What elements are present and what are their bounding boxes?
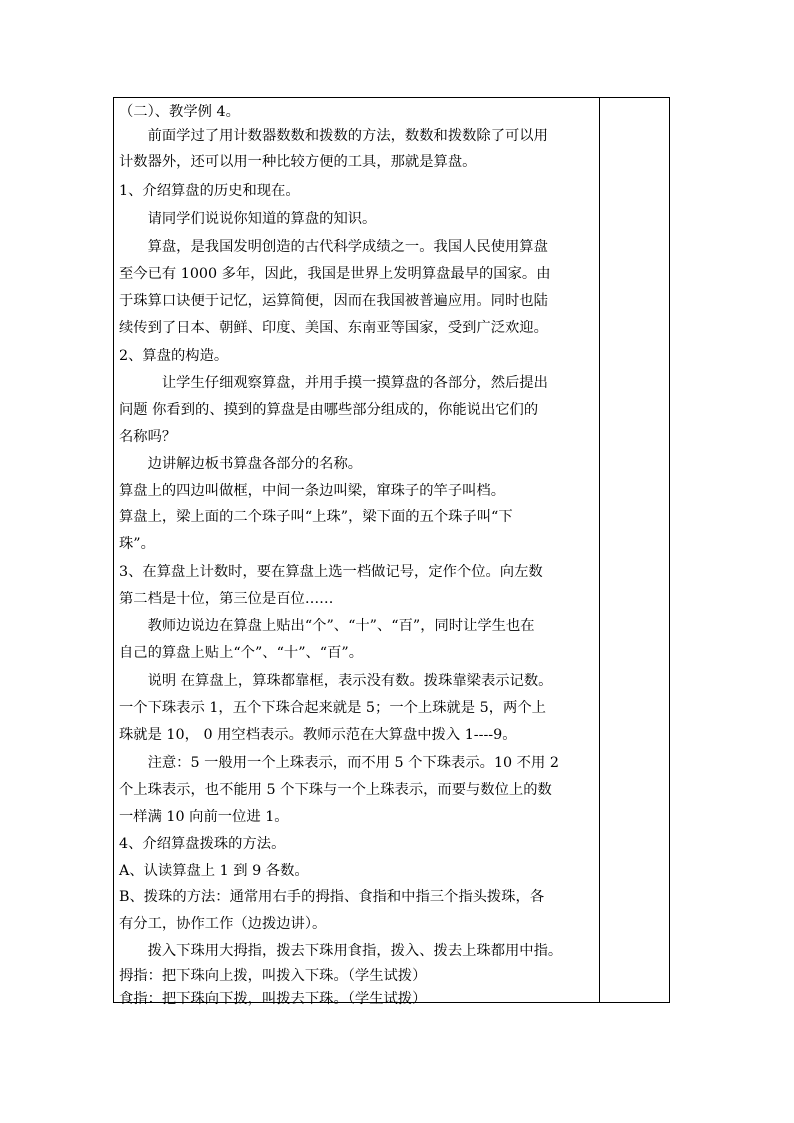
text-line: 注意：5 一般用一个上珠表示，而不用 5 个下珠表示。10 不用 2 <box>119 755 559 771</box>
text-line: 拨入下珠用大拇指，拨去下珠用食指，拨入、拨去上珠都用中指。 <box>119 943 563 959</box>
column-divider <box>599 98 600 1002</box>
text-line: 2、算盘的构造。 <box>119 348 229 364</box>
text-line: 自己的算盘上贴上“个”、“十”、“百”。 <box>119 645 364 661</box>
text-line: 教师边说边在算盘上贴出“个”、“十”、“百”，同时让学生也在 <box>119 618 535 634</box>
text-line: 算盘上，梁上面的二个珠子叫“上珠”，梁下面的五个珠子叫“下 <box>119 509 513 525</box>
text-line: 珠”。 <box>119 536 155 552</box>
text-line: 算盘，是我国发明创造的古代科学成绩之一。我国人民使用算盘 <box>119 239 548 255</box>
text-line: 前面学过了用计数器数数和拨数的方法，数数和拨数除了可以用 <box>119 128 548 144</box>
text-line: A、认读算盘上 1 到 9 各数。 <box>119 863 309 879</box>
text-line: B、拨珠的方法：通常用右手的拇指、食指和中指三个指头拨珠，各 <box>119 889 545 905</box>
lesson-table <box>113 97 670 1007</box>
text-line: 边讲解边板书算盘各部分的名称。 <box>119 456 363 472</box>
text-line: 于珠算口诀便于记忆，运算简便，因而在我国被普遍应用。同时也陆 <box>119 293 548 309</box>
text-line: 说明 在算盘上，算珠都靠框，表示没有数。拨珠靠梁表示记数。 <box>119 673 553 689</box>
text-line: 问题 你看到的、摸到的算盘是由哪些部分组成的，你能说出它们的 <box>119 402 539 418</box>
text-line: 1、介绍算盘的历史和现在。 <box>119 183 300 199</box>
text-line: 算盘上的四边叫做框，中间一条边叫梁，窜珠子的竿子叫档。 <box>119 483 506 499</box>
text-line: 食指：把下珠向下拨，叫拨去下珠。（学生试拨） <box>119 991 427 1007</box>
text-line: 名称吗？ <box>119 429 177 445</box>
text-line: 一个下珠表示 1，五个下珠合起来就是 5；一个上珠就是 5，两个上 <box>119 700 546 716</box>
text-line: 至今已有 1000 多年，因此，我国是世界上发明算盘最早的国家。由 <box>119 266 551 282</box>
text-line: 请同学们说说你知道的算盘的知识。 <box>119 211 377 227</box>
text-line: 续传到了日本、朝鲜、印度、美国、东南亚等国家，受到广泛欢迎。 <box>119 320 548 336</box>
text-line: （二）、教学例 4。 <box>119 104 240 120</box>
text-line: 让学生仔细观察算盘，并用手摸一摸算盘的各部分，然后提出 <box>119 375 548 391</box>
text-line: 个上珠表示，也不能用 5 个下珠与一个上珠表示，而要与数位上的数 <box>119 782 552 798</box>
text-line: 有分工，协作工作（边拨边讲）。 <box>119 916 327 932</box>
text-line: 一样满 10 向前一位进 1。 <box>119 809 289 825</box>
text-line: 珠就是 10， 0 用空档表示。教师示范在大算盘中拨入 1----9。 <box>119 727 517 743</box>
text-line: 4、介绍算盘拨珠的方法。 <box>119 836 286 852</box>
text-line: 计数器外，还可以用一种比较方便的工具，那就是算盘。 <box>119 154 477 170</box>
text-line: 3、在算盘上计数时，要在算盘上选一档做记号，定作个位。向左数 <box>119 564 543 580</box>
text-line: 第二档是十位，第三位是百位…… <box>119 591 334 607</box>
text-line: 拇指：把下珠向上拨，叫拨入下珠。（学生试拨） <box>119 968 427 984</box>
